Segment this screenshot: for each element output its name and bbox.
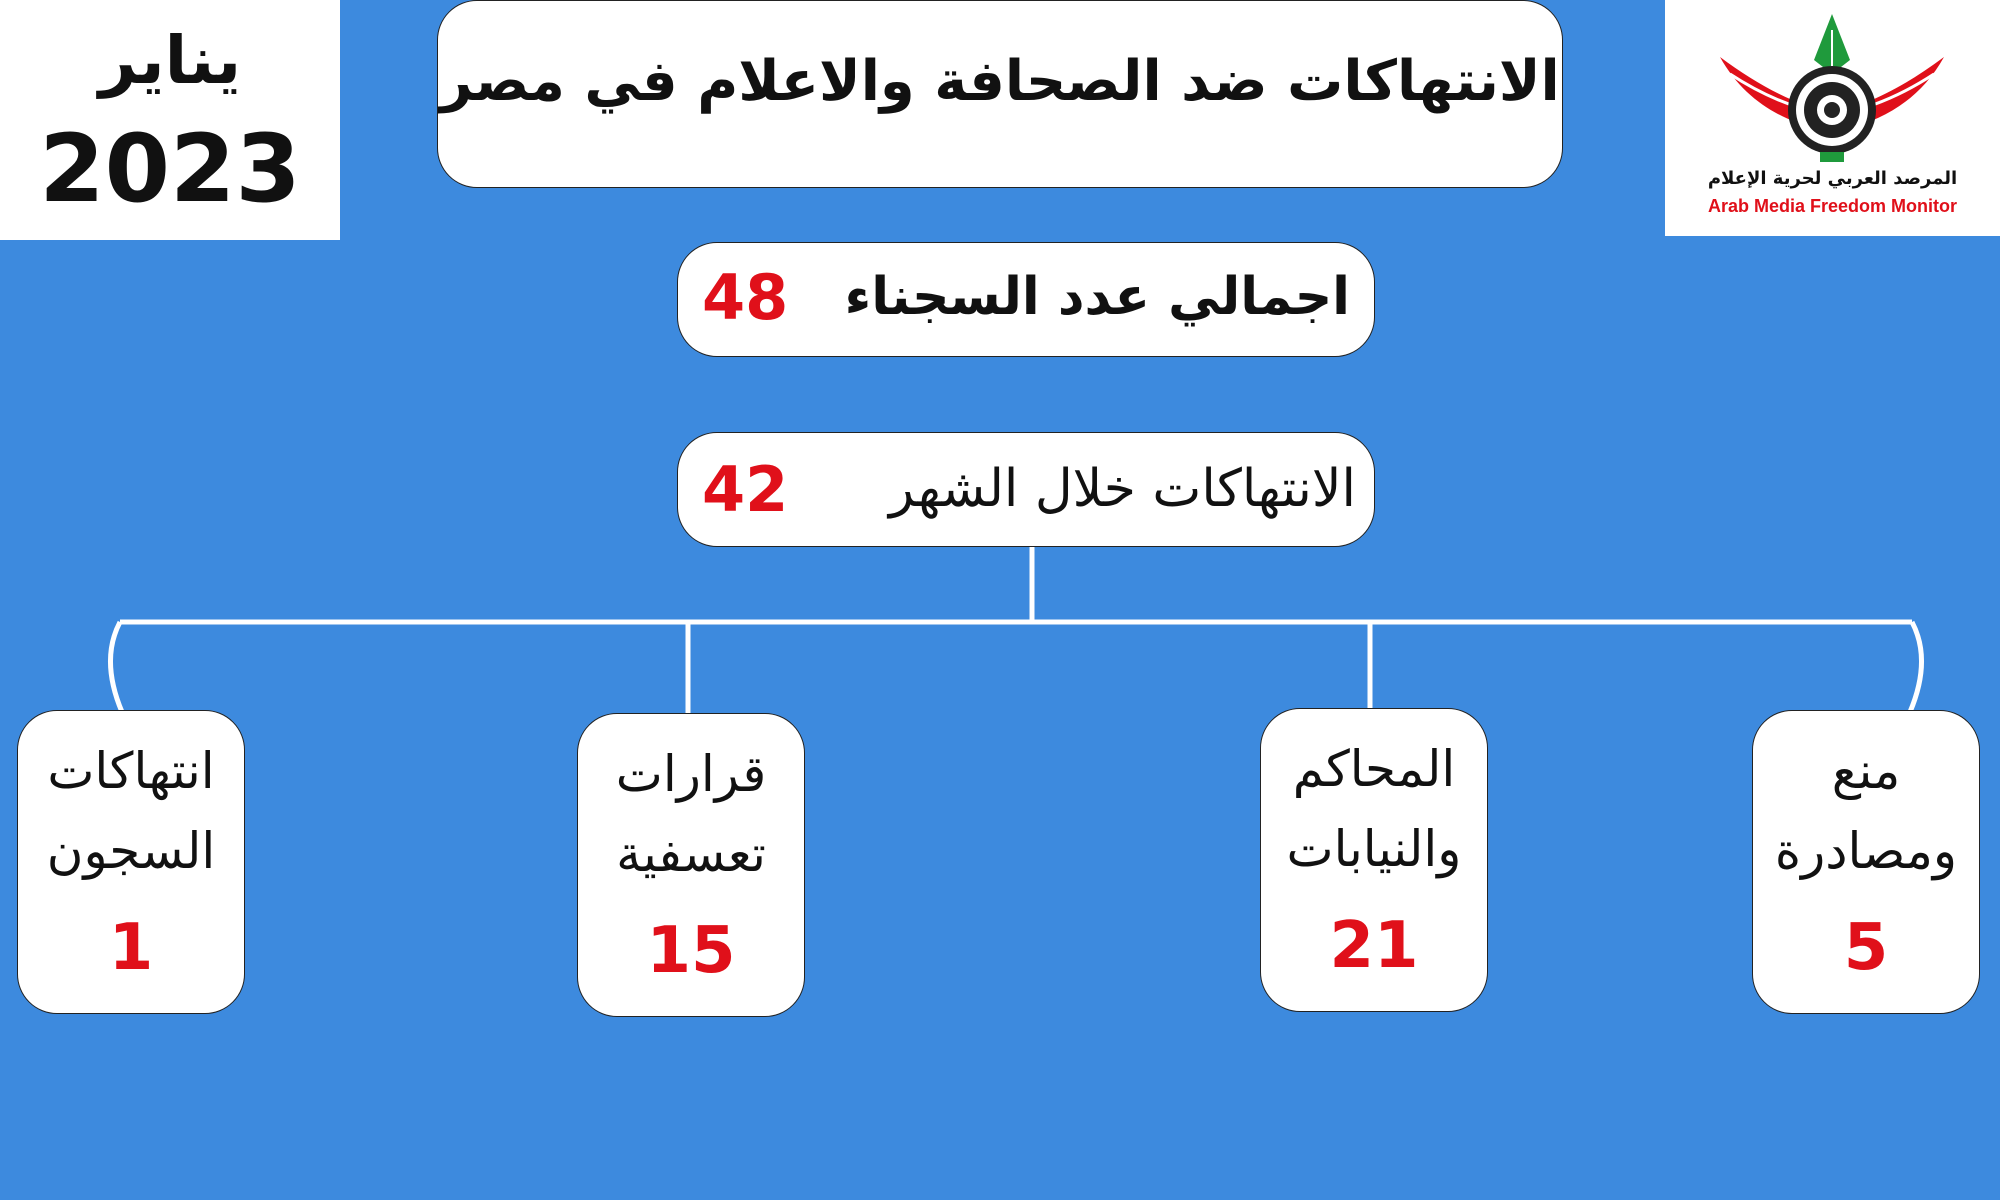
category-label-line2: تعسفية bbox=[616, 825, 766, 883]
category-ban-confiscation bbox=[1752, 710, 1980, 1014]
category-courts-prosecutions bbox=[1260, 708, 1488, 1012]
logo-english-name: Arab Media Freedom Monitor bbox=[1707, 196, 1958, 216]
left-curve bbox=[110, 622, 122, 712]
violations-box bbox=[677, 432, 1375, 547]
category-label-line1: المحاكم bbox=[1292, 740, 1456, 798]
category-prison-violations bbox=[17, 710, 245, 1014]
date-year: 2023 bbox=[39, 115, 301, 224]
violations-label: الانتهاكات خلال الشهر bbox=[889, 459, 1356, 519]
right-curve bbox=[1910, 622, 1922, 712]
logo-arabic-name: المرصد العربي لحرية الإعلام bbox=[1707, 168, 1958, 189]
logo-panel bbox=[1665, 0, 2000, 236]
title-box bbox=[437, 0, 1563, 188]
category-value: 21 bbox=[1329, 909, 1419, 983]
category-arbitrary-decisions bbox=[577, 713, 805, 1017]
category-label bbox=[578, 734, 804, 894]
prisoners-label: اجمالي عدد السجناء bbox=[844, 267, 1350, 327]
category-label bbox=[18, 731, 244, 891]
prisoners-box bbox=[677, 242, 1375, 357]
category-label-line2: ومصادرة bbox=[1774, 822, 1958, 880]
category-label-line2: والنيابات bbox=[1286, 820, 1462, 878]
category-label bbox=[1753, 731, 1979, 891]
date-month: يناير bbox=[98, 22, 242, 99]
category-label-line1: قرارات bbox=[615, 745, 767, 803]
category-value: 15 bbox=[646, 914, 736, 988]
monitor-logo-icon bbox=[1705, 12, 1960, 164]
category-label-line2: السجون bbox=[46, 822, 216, 880]
prisoners-value: 48 bbox=[702, 261, 789, 334]
violations-value: 42 bbox=[702, 453, 789, 526]
category-value: 5 bbox=[1843, 911, 1889, 985]
category-label bbox=[1261, 729, 1487, 889]
category-label-line1: منع bbox=[1831, 742, 1901, 800]
category-label-line1: انتهاكات bbox=[47, 742, 215, 800]
date-panel bbox=[0, 0, 340, 240]
category-value: 1 bbox=[108, 911, 154, 985]
page-title: الانتهاكات ضد الصحافة والاعلام في مصر bbox=[440, 49, 1560, 114]
